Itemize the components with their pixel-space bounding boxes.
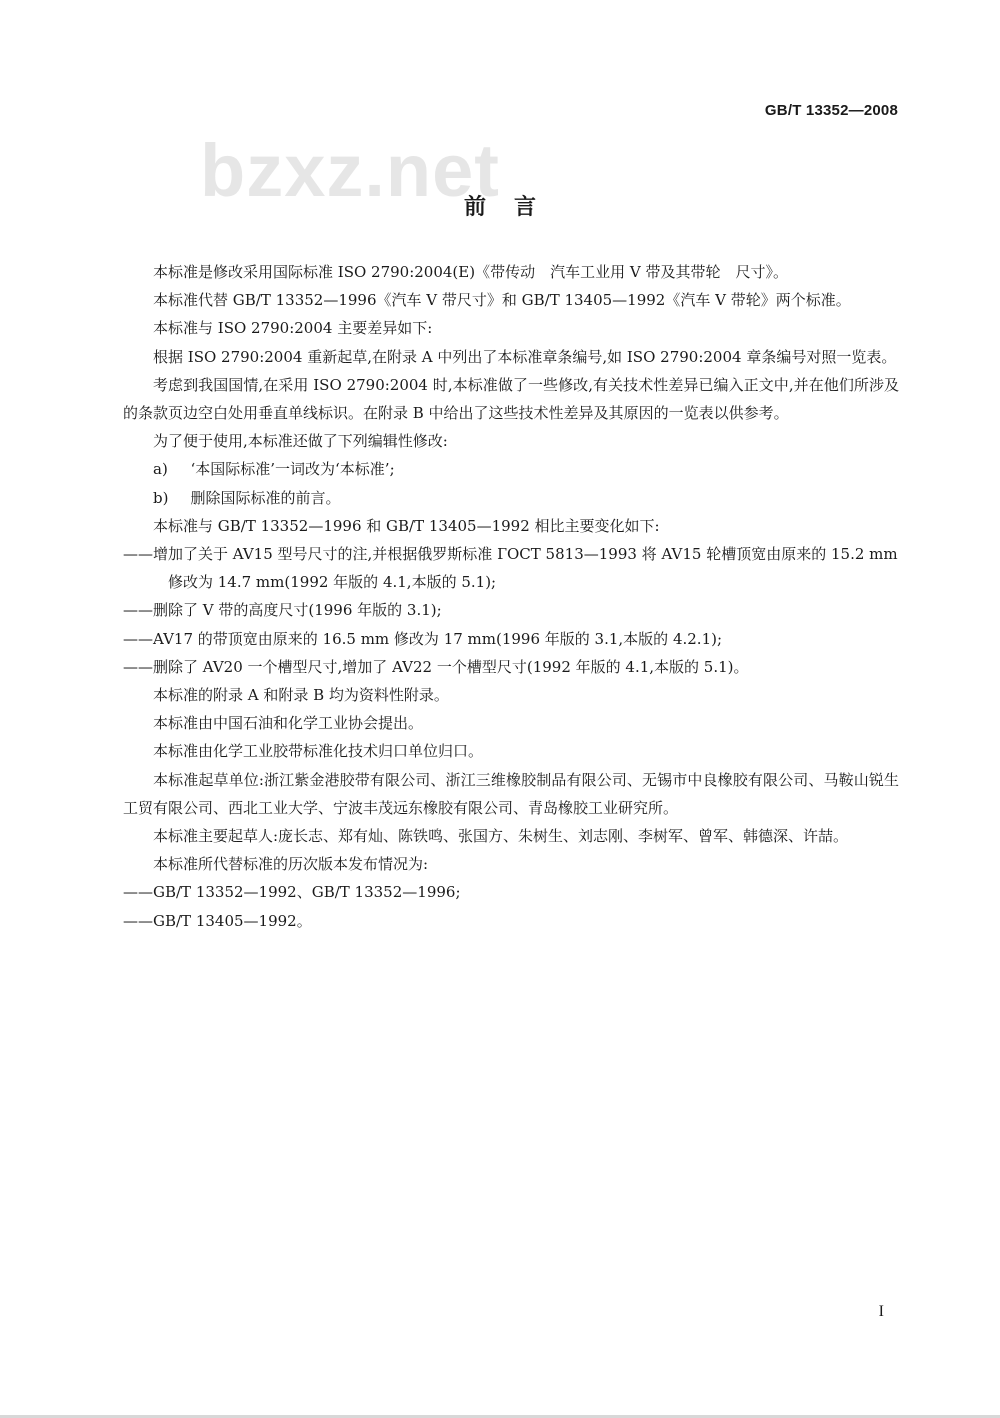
change-item: ——增加了关于 AV15 型号尺寸的注,并根据俄罗斯标准 ГОСТ 5813—1993 将 AV15 轮槽顶宽由原来的 15.2 mm 修改为 14.7 mm(1992 年版的 4.1,本版的 5.1); bbox=[123, 545, 898, 592]
list-item-text: 删除国际标准的前言。 bbox=[190, 488, 341, 507]
page-title: 前言 bbox=[463, 195, 564, 220]
standard-number: GB/T 13352—2008 bbox=[764, 102, 898, 119]
paragraph: 为了便于使用,本标准还做了下列编辑性修改: bbox=[153, 432, 448, 451]
paragraph: 本标准所代替标准的历次版本发布情况为: bbox=[153, 855, 429, 874]
document-body bbox=[123, 258, 899, 935]
paragraph: 本标准的附录 A 和附录 B 均为资料性附录。 bbox=[153, 686, 449, 705]
history-item: ——GB/T 13405—1992。 bbox=[123, 911, 312, 930]
change-item: ——删除了 AV20 一个槽型尺寸,增加了 AV22 一个槽型尺寸(1992 年版的 4.1,本版的 5.1)。 bbox=[123, 657, 749, 676]
list-item bbox=[123, 455, 899, 483]
watermark: bzxz.net bbox=[200, 129, 500, 212]
list-item-label: b) bbox=[153, 488, 169, 507]
paragraph: 本标准由中国石油和化学工业协会提出。 bbox=[153, 714, 424, 733]
list-item bbox=[123, 484, 899, 512]
paragraph: 本标准代替 GB/T 13352—1996《汽车 V 带尺寸》和 GB/T 13405—1992《汽车 V 带轮》两个标准。 bbox=[153, 291, 851, 310]
paragraph: 本标准由化学工业胶带标准化技术归口单位归口。 bbox=[153, 742, 484, 761]
paragraph: 本标准与 GB/T 13352—1996 和 GB/T 13405—1992 相比主要变化如下: bbox=[153, 516, 660, 535]
list-item-label: a) bbox=[153, 460, 168, 479]
history-item: ——GB/T 13352—1992、GB/T 13352—1996; bbox=[123, 883, 461, 902]
paragraph: 本标准主要起草人:庞长志、郑有灿、陈铁鸣、张国方、朱树生、刘志刚、李树军、曾军、韩德深、许喆。 bbox=[153, 827, 849, 846]
change-item: ——删除了 V 带的高度尺寸(1996 年版的 3.1); bbox=[123, 601, 442, 620]
list-item-text: ‘本国际标准’一词改为‘本标准’; bbox=[190, 460, 395, 479]
change-item: ——AV17 的带顶宽由原来的 16.5 mm 修改为 17 mm(1996 年版的 3.1,本版的 4.2.1); bbox=[123, 629, 723, 648]
paragraph: 本标准与 ISO 2790:2004 主要差异如下: bbox=[153, 319, 433, 338]
paragraph: 考虑到我国国情,在采用 ISO 2790:2004 时,本标准做了一些修改,有关技术性差异已编入正文中,并在他们所涉及的条款页边空白处用垂直单线标识。在附录 B 中给出了这些技术性差异及其原因的一览表以供参考。 bbox=[123, 375, 899, 423]
paragraph: 本标准是修改采用国际标准 ISO 2790:2004(E)《带传动 汽车工业用 V 带及其带轮 尺寸》。 bbox=[153, 263, 788, 281]
page-number: I bbox=[878, 1303, 884, 1320]
paragraph: 根据 ISO 2790:2004 重新起草,在附录 A 中列出了本标准章条编号,如 ISO 2790:2004 章条编号对照一览表。 bbox=[153, 347, 897, 366]
paragraph: 本标准起草单位:浙江紫金港胶带有限公司、浙江三维橡胶制品有限公司、无锡市中良橡胶有限公司、马鞍山锐生工贸有限公司、西北工业大学、宁波丰茂远东橡胶有限公司、青岛橡胶工业研究所。 bbox=[123, 770, 899, 817]
